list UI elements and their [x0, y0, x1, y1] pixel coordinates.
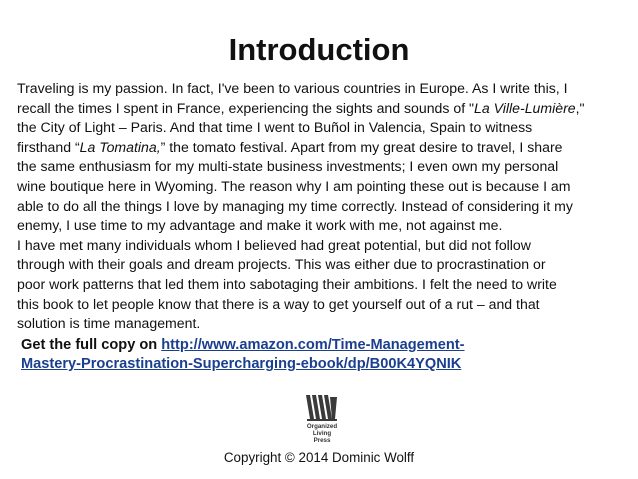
amazon-link[interactable]: http://www.amazon.com/Time-Management-	[161, 337, 465, 353]
text-run: recall the times I spent in France, experiencing the sights and sounds of "	[17, 99, 475, 116]
paragraph-line: through with their goals and dream projects. This was either due to procrastination or	[17, 256, 546, 273]
paragraph-line: able to do all the things I love by managing my time correctly. Instead of considering it my	[17, 197, 573, 214]
page-title: Introduction	[228, 32, 410, 67]
book-stack-logo-icon	[302, 393, 342, 445]
italic-term: La Tomatina,	[79, 138, 161, 155]
paragraph-line: poor work patterns that led them into sabotaging their ambitions. I felt the need to write	[17, 275, 557, 292]
cta-line-1	[21, 336, 621, 355]
body-text	[17, 79, 625, 334]
paragraph-2	[17, 236, 625, 334]
paragraph-line: enemy, I use time to my advantage and make it work with me, not against me.	[17, 217, 503, 234]
paragraph-1	[17, 79, 625, 236]
paragraph-line: solution is time management.	[17, 315, 201, 332]
cta-prefix: Get the full copy on	[21, 337, 162, 353]
text-run: ” the tomato festival. Apart from my great desire to travel, I share	[160, 138, 563, 155]
text-run: ,"	[575, 99, 585, 116]
full-copy-callout	[21, 336, 621, 374]
paragraph-line	[17, 138, 625, 158]
paragraph-line: Traveling is my passion. In fact, I've been to various countries in Europe. As I write this, I	[17, 80, 568, 96]
paragraph-line: I have met many individuals whom I believed had great potential, but did not follow	[17, 236, 531, 253]
logo-text-line: Organized	[306, 423, 338, 430]
paragraph-line: the City of Light – Paris. And that time I went to Buñol in Valencia, Spain to witness	[17, 119, 533, 136]
copyright-notice: Copyright © 2014 Dominic Wolff	[223, 450, 415, 465]
cta-line-2	[21, 355, 621, 374]
amazon-link-continued[interactable]: Mastery-Procrastination-Supercharging-ebook/dp/B00K4YQNIK	[21, 356, 462, 372]
text-run: firsthand “	[17, 138, 80, 155]
paragraph-line: wine boutique here in Wyoming. The reason why I am pointing these out is because I am	[17, 177, 571, 194]
paragraph-line: this book to let people know that there is a way to get yourself out of a rut – and that	[17, 295, 540, 312]
paragraph-line: the same enthusiasm for my multi-state business investments; I even own my personal	[17, 158, 559, 175]
logo-text-line: Living	[312, 430, 332, 437]
publisher-logo	[302, 393, 342, 445]
italic-term: La Ville-Lumière	[474, 99, 576, 116]
logo-text-line: Press	[313, 437, 331, 444]
paragraph-line	[17, 99, 625, 119]
